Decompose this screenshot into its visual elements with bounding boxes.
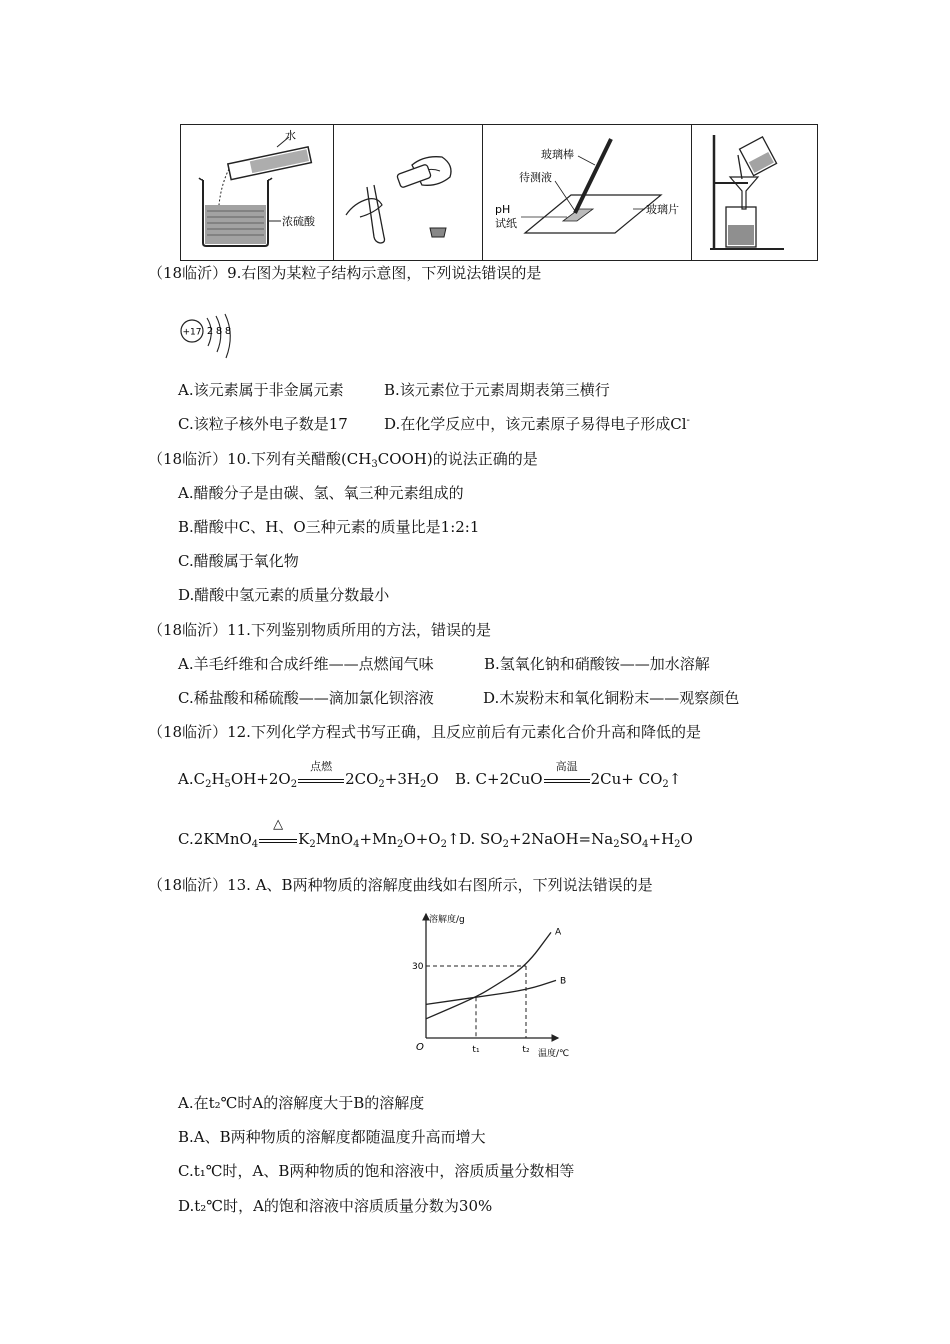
water-label: 水 bbox=[285, 129, 296, 142]
series-b-line bbox=[426, 980, 556, 1004]
q12-a-condition: 点燃 bbox=[310, 760, 333, 773]
q11-option-b: B.氢氧化钠和硝酸铵——加水溶解 bbox=[484, 655, 710, 673]
q13-option-a: A.在t₂℃时A的溶解度大于B的溶解度 bbox=[178, 1094, 425, 1112]
q13-option-c: C.t₁℃时，A、B两种物质的饱和溶液中，溶质质量分数相等 bbox=[178, 1162, 575, 1180]
chart-xtick-t1: t₁ bbox=[472, 1045, 480, 1055]
q12-option-b: B. C+2CuO 高温 $2Cu+ CO_2↑$ bbox=[455, 769, 681, 789]
rod-label: 玻璃棒 bbox=[541, 148, 574, 161]
q11-option-a: A.羊毛纤维和合成纤维——点燃闻气味 bbox=[178, 655, 434, 673]
q13-option-b: B.A、B两种物质的溶解度都随温度升高而增大 bbox=[178, 1128, 486, 1146]
q11-stem: （18临沂）11.下列鉴别物质所用的方法，错误的是 bbox=[148, 621, 491, 639]
q12-c-condition: △ bbox=[273, 817, 284, 832]
q9-stem: （18临沂）9.右图为某粒子结构示意图，下列说法错误的是 bbox=[148, 264, 542, 282]
paper-label: 试纸 bbox=[495, 217, 517, 230]
atom-shell-3: 8 bbox=[224, 326, 232, 337]
q10-stem: （18临沂）10.下列有关醋酸$(CH_3COOH)$的说法正确的是 bbox=[148, 450, 538, 470]
chart-xlabel: 温度/℃ bbox=[538, 1049, 570, 1059]
atom-shell-2: 8 bbox=[215, 326, 223, 337]
q12-option-d: D. $SO_2+2NaOH=Na_2SO_4+H_2O$ bbox=[459, 830, 693, 850]
q13-stem: （18临沂）13. A、B两种物质的溶解度曲线如右图所示，下列说法错误的是 bbox=[148, 876, 653, 894]
q12-stem: （18临沂）12.下列化学方程式书写正确，且反应前后有元素化合价升高和降低的是 bbox=[148, 723, 701, 741]
chart-xtick-t2: t₂ bbox=[522, 1045, 530, 1055]
acid-label: 浓硫酸 bbox=[282, 215, 315, 228]
glass-sheet-label: 玻璃片 bbox=[646, 203, 679, 216]
atom-shell-1: 2 bbox=[206, 326, 214, 337]
q9-option-b: B.该元素位于元素周期表第三横行 bbox=[384, 381, 610, 399]
q10-option-d: D.醋酸中氢元素的质量分数最小 bbox=[178, 586, 390, 604]
ph-label: pH bbox=[495, 203, 511, 216]
q9-option-d: D.在化学反应中，该元素原子易得电子形成Cl- bbox=[384, 415, 690, 433]
q12-option-a: $A.C_2H_5OH+2O_2$ 点燃 $2CO_2+3H_2O$ bbox=[178, 769, 439, 789]
series-b-label: B bbox=[560, 976, 567, 987]
figure-filtration bbox=[692, 125, 816, 260]
q9-option-c: C.该粒子核外电子数是17 bbox=[178, 415, 348, 433]
figure-test-tube bbox=[334, 125, 483, 260]
q12-b-condition: 高温 bbox=[555, 760, 578, 773]
series-a-line bbox=[426, 932, 551, 1018]
q13-option-d: D.t₂℃时，A的饱和溶液中溶质质量分数为30% bbox=[178, 1197, 493, 1215]
figure-dilute-acid bbox=[181, 125, 334, 260]
solubility-chart bbox=[412, 910, 584, 1062]
q12-option-c: C.2KMnO$_4$ △ $K_2MnO_4+Mn_2O+O_2↑$ bbox=[178, 817, 460, 850]
test-liquid-label: 待测液 bbox=[519, 171, 552, 184]
q10-option-c: C.醋酸属于氧化物 bbox=[178, 552, 299, 570]
atom-nucleus: +17 bbox=[182, 327, 202, 338]
experiment-figures bbox=[180, 124, 818, 261]
figure-ph-test bbox=[483, 125, 692, 260]
atom-structure-diagram bbox=[178, 312, 244, 362]
q11-option-c: C.稀盐酸和稀硫酸——滴加氯化钡溶液 bbox=[178, 689, 434, 707]
q10-option-b: B.醋酸中C、H、O三种元素的质量比是1:2:1 bbox=[178, 518, 480, 536]
q9-option-a: A.该元素属于非金属元素 bbox=[178, 381, 344, 399]
chart-ytick-30: 30 bbox=[412, 962, 424, 972]
chart-ylabel: 溶解度/g bbox=[429, 915, 465, 925]
q11-option-d: D.木炭粉末和氧化铜粉末——观察颜色 bbox=[483, 689, 740, 707]
series-a-label: A bbox=[555, 927, 562, 938]
chart-origin: O bbox=[416, 1042, 424, 1053]
q10-option-a: A.醋酸分子是由碳、氢、氧三种元素组成的 bbox=[178, 484, 464, 502]
